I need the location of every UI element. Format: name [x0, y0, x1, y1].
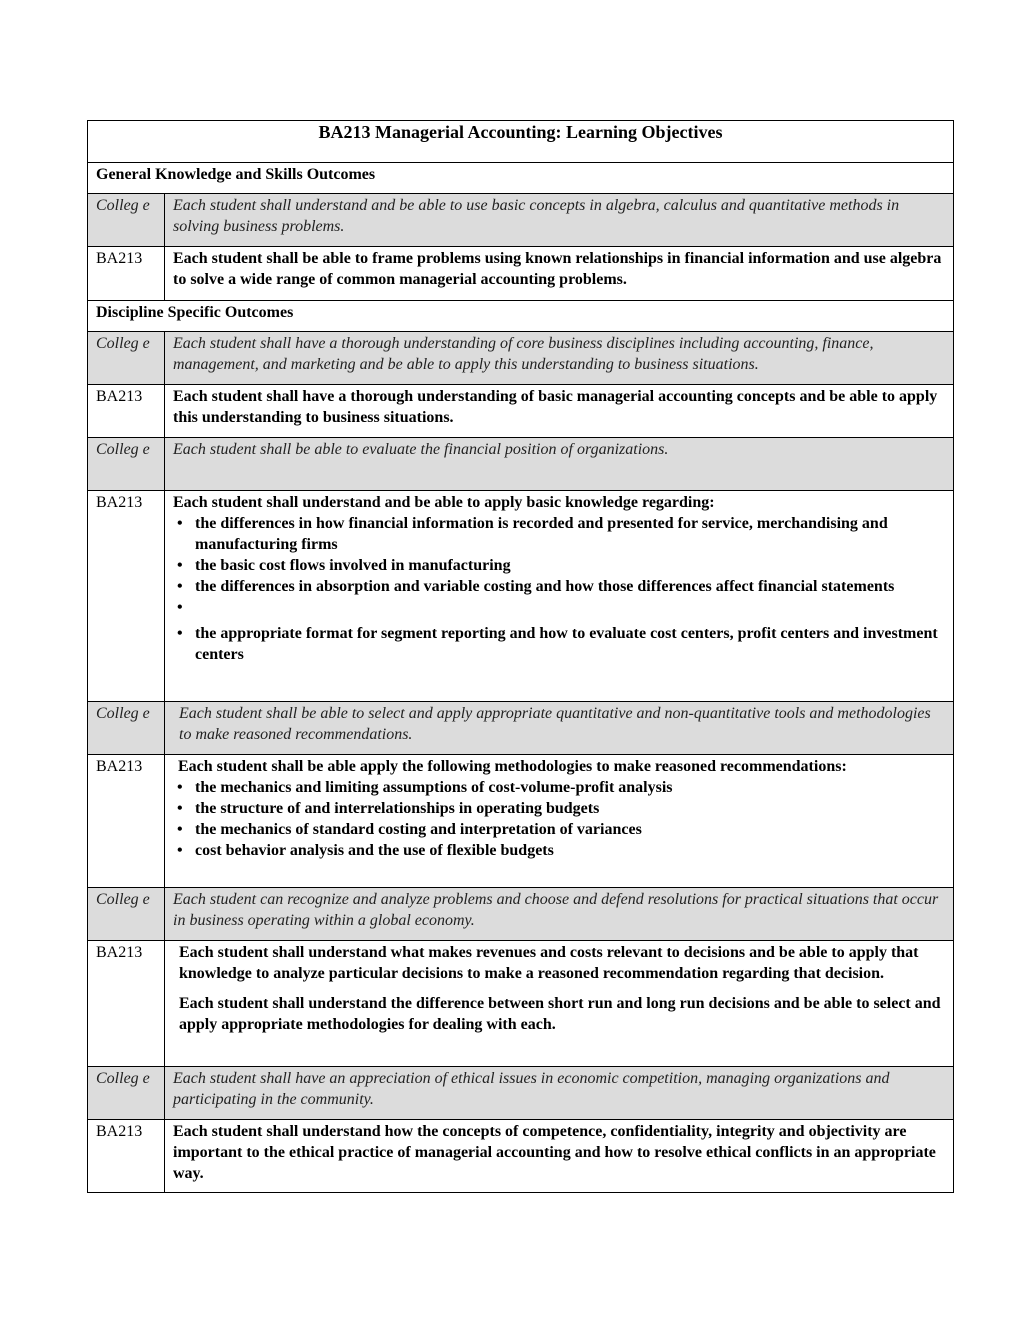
course-outcome: Each student shall be able to frame problems using known relationships in financial information and use algebra to solve a wide range of common managerial accounting problems.	[165, 247, 954, 301]
bullet-item: • the differences in how financial information is recorded and presented for service, merchandising and manufacturing firms	[195, 513, 945, 555]
college-outcome: Each student can recognize and analyze problems and choose and defend resolutions for practical situations that occur in business operating within a global economy.	[165, 888, 954, 941]
college-outcome: Each student shall be able to evaluate the financial position of organizations.	[165, 438, 954, 491]
learning-objectives-table	[87, 120, 954, 1193]
bullet-item: • cost behavior analysis and the use of flexible budgets	[195, 840, 945, 861]
spacer	[195, 597, 945, 623]
college-label: Colleg e	[88, 438, 165, 491]
bullet-list	[173, 777, 945, 861]
bullet-item: • the mechanics and limiting assumptions of cost-volume-profit analysis	[195, 777, 945, 798]
course-label: BA213	[88, 1120, 165, 1193]
course-outcome	[165, 491, 954, 702]
college-label: Colleg e	[88, 332, 165, 385]
course-outcome-paragraph: Each student shall understand the difference between short run and long run decisions and be able to select and apply appropriate methodologies for dealing with each.	[179, 995, 941, 1033]
table-title: BA213 Managerial Accounting: Learning Objectives	[88, 121, 954, 163]
bullet-item: • the appropriate format for segment reporting and how to evaluate cost centers, profit centers and investment centers	[195, 623, 945, 665]
course-outcome-intro: Each student shall understand and be able to apply basic knowledge regarding:	[173, 494, 715, 511]
college-outcome: Each student shall have a thorough understanding of core business disciplines including accounting, finance, management, and marketing and be able to apply this understanding to business situations.	[165, 332, 954, 385]
course-label: BA213	[88, 941, 165, 1067]
course-outcome-paragraph: Each student shall understand what makes revenues and costs relevant to decisions and be able to apply that knowledge to analyze particular decisions to make a reasoned recommendation regarding that decision.	[179, 944, 919, 982]
college-outcome: Each student shall have an appreciation of ethical issues in economic competition, managing organizations and participating in the community.	[165, 1067, 954, 1120]
bullet-item: • the basic cost flows involved in manufacturing	[195, 555, 945, 576]
course-label: BA213	[88, 491, 165, 702]
course-outcome-intro: Each student shall be able apply the following methodologies to make reasoned recommendations:	[178, 758, 847, 775]
bullet-list	[173, 513, 945, 665]
section-heading: General Knowledge and Skills Outcomes	[88, 163, 954, 194]
course-label: BA213	[88, 247, 165, 301]
section-heading: Discipline Specific Outcomes	[88, 301, 954, 332]
college-outcome: Each student shall understand and be able to use basic concepts in algebra, calculus and quantitative methods in solving business problems.	[165, 194, 954, 247]
course-label: BA213	[88, 385, 165, 438]
college-outcome: Each student shall be able to select and apply appropriate quantitative and non-quantitative tools and methodologies to make reasoned recommendations.	[165, 702, 954, 755]
college-label: Colleg e	[88, 194, 165, 247]
bullet-item: • the structure of and interrelationships in operating budgets	[195, 798, 945, 819]
bullet-item: • the mechanics of standard costing and interpretation of variances	[195, 819, 945, 840]
course-outcome: Each student shall understand how the concepts of competence, confidentiality, integrity and objectivity are important to the ethical practice of managerial accounting and how to resolve ethical conflicts in an appropriate way.	[165, 1120, 954, 1193]
college-label: Colleg e	[88, 888, 165, 941]
course-label: BA213	[88, 755, 165, 888]
college-label: Colleg e	[88, 702, 165, 755]
course-outcome	[165, 941, 954, 1067]
college-label: Colleg e	[88, 1067, 165, 1120]
course-outcome	[165, 755, 954, 888]
course-outcome: Each student shall have a thorough understanding of basic managerial accounting concepts and be able to apply this understanding to business situations.	[165, 385, 954, 438]
bullet-item: • the differences in absorption and variable costing and how those differences affect financial statements	[195, 576, 945, 597]
